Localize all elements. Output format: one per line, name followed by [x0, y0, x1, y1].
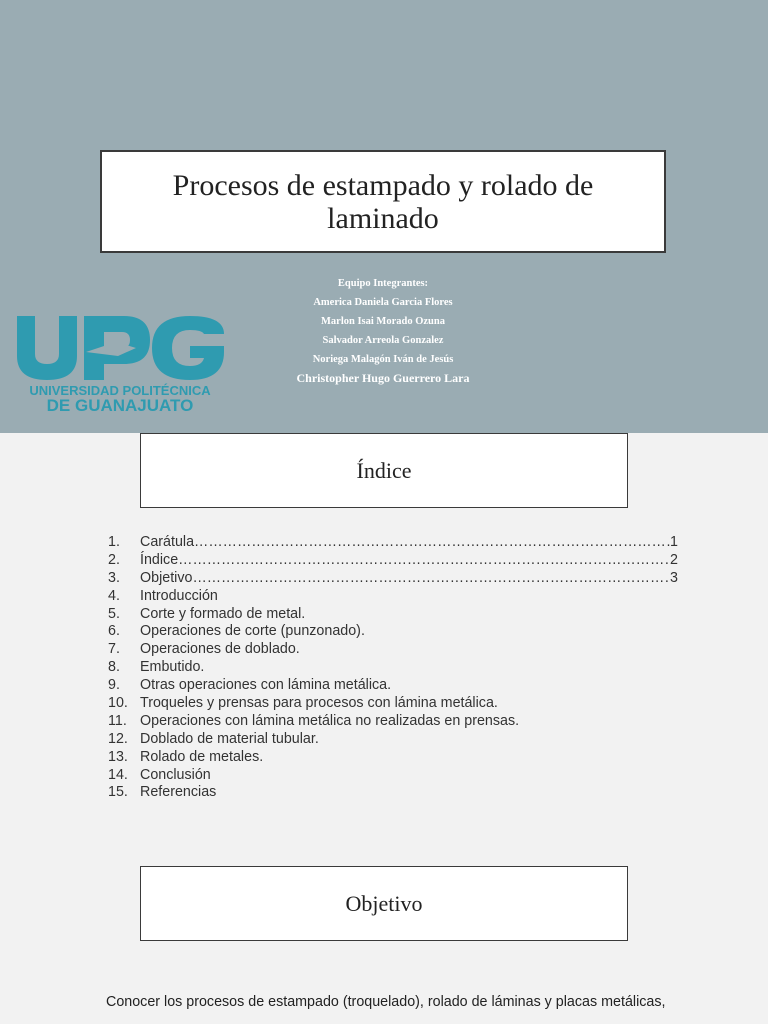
- objective-text: Conocer los procesos de estampado (troquelado), rolado de láminas y placas metálicas,: [106, 994, 666, 1010]
- toc-item: [108, 641, 678, 659]
- toc-item: [108, 731, 678, 749]
- team-heading: Equipo Integrantes:: [337, 278, 429, 289]
- team-member: Christopher Hugo Guerrero Lara: [296, 371, 470, 385]
- toc-item-number: 15.: [108, 784, 128, 801]
- toc-item: [108, 552, 678, 570]
- toc-item-page: 1: [670, 534, 678, 550]
- toc-item: [108, 784, 678, 802]
- toc-item: [108, 623, 678, 641]
- cover-page: [0, 0, 768, 433]
- university-logo: [14, 312, 226, 414]
- logo-line2: DE GUANAJUATO: [46, 396, 194, 414]
- toc-item-label: Referencias: [140, 784, 217, 801]
- toc-item-number: 1.: [108, 534, 120, 550]
- team-member: Noriega Malagón Iván de Jesús: [312, 354, 454, 365]
- toc-item-label: Troqueles y prensas para procesos con lámina metálica.: [140, 695, 498, 712]
- toc-item-label: Corte y formado de metal.: [140, 605, 306, 622]
- table-of-contents: [108, 534, 678, 802]
- toc-leader-dots: [194, 534, 670, 552]
- objective-heading: Objetivo: [345, 890, 423, 916]
- toc-item-number: 9.: [108, 677, 120, 694]
- toc-item-label: Embutido.: [140, 659, 205, 676]
- toc-item-number: 8.: [108, 659, 120, 676]
- toc-item: [108, 588, 678, 606]
- toc-item: [108, 570, 678, 588]
- index-heading: Índice: [356, 457, 412, 483]
- index-heading-box: [140, 433, 628, 508]
- toc-item-number: 14.: [108, 766, 128, 783]
- toc-item-label: Objetivo: [140, 569, 193, 586]
- toc-item-number: 2.: [108, 551, 120, 568]
- toc-item: [108, 659, 678, 677]
- toc-item: [108, 749, 678, 767]
- team-member: Marlon Isai Morado Ozuna: [321, 316, 445, 327]
- team-member: America Daniela Garcia Flores: [313, 297, 453, 308]
- toc-item-number: 6.: [108, 623, 120, 640]
- toc-item-label: Índice: [140, 551, 179, 568]
- toc-item-number: 12.: [108, 730, 128, 747]
- toc-item-label: Operaciones con lámina metálica no realizadas en prensas.: [140, 712, 520, 729]
- toc-item-number: 3.: [108, 569, 120, 586]
- toc-item: [108, 767, 678, 785]
- logo-line1: UNIVERSIDAD POLITÉCNICA: [29, 383, 211, 398]
- toc-item: [108, 534, 678, 552]
- toc-leader-dots: [192, 570, 670, 588]
- toc-item-label: Carátula: [140, 534, 195, 550]
- toc-item-label: Introducción: [140, 587, 218, 604]
- team-list: [250, 274, 516, 388]
- team-member: Salvador Arreola Gonzalez: [322, 335, 444, 346]
- toc-item-number: 10.: [108, 695, 128, 712]
- toc-item-number: 5.: [108, 605, 120, 622]
- toc-item-number: 7.: [108, 641, 120, 658]
- toc-item-label: Operaciones de doblado.: [140, 641, 300, 658]
- toc-item-page: 2: [670, 551, 678, 568]
- toc-item-label: Otras operaciones con lámina metálica.: [140, 677, 392, 694]
- title-box: [100, 150, 666, 253]
- toc-item-label: Doblado de material tubular.: [140, 730, 319, 747]
- document-title: Procesos de estampado y rolado de laminado: [172, 168, 594, 235]
- toc-leader-dots: [178, 552, 670, 570]
- objective-heading-box: [140, 866, 628, 941]
- toc-item-number: 13.: [108, 748, 128, 765]
- toc-item: [108, 695, 678, 713]
- toc-item-label: Rolado de metales.: [140, 748, 264, 765]
- toc-item: [108, 677, 678, 695]
- toc-item: [108, 713, 678, 731]
- toc-item-label: Conclusión: [140, 766, 211, 783]
- toc-item-number: 11.: [108, 712, 127, 729]
- toc-item-label: Operaciones de corte (punzonado).: [140, 623, 365, 640]
- toc-item-number: 4.: [108, 587, 120, 604]
- toc-item-page: 3: [670, 569, 678, 586]
- toc-item: [108, 606, 678, 624]
